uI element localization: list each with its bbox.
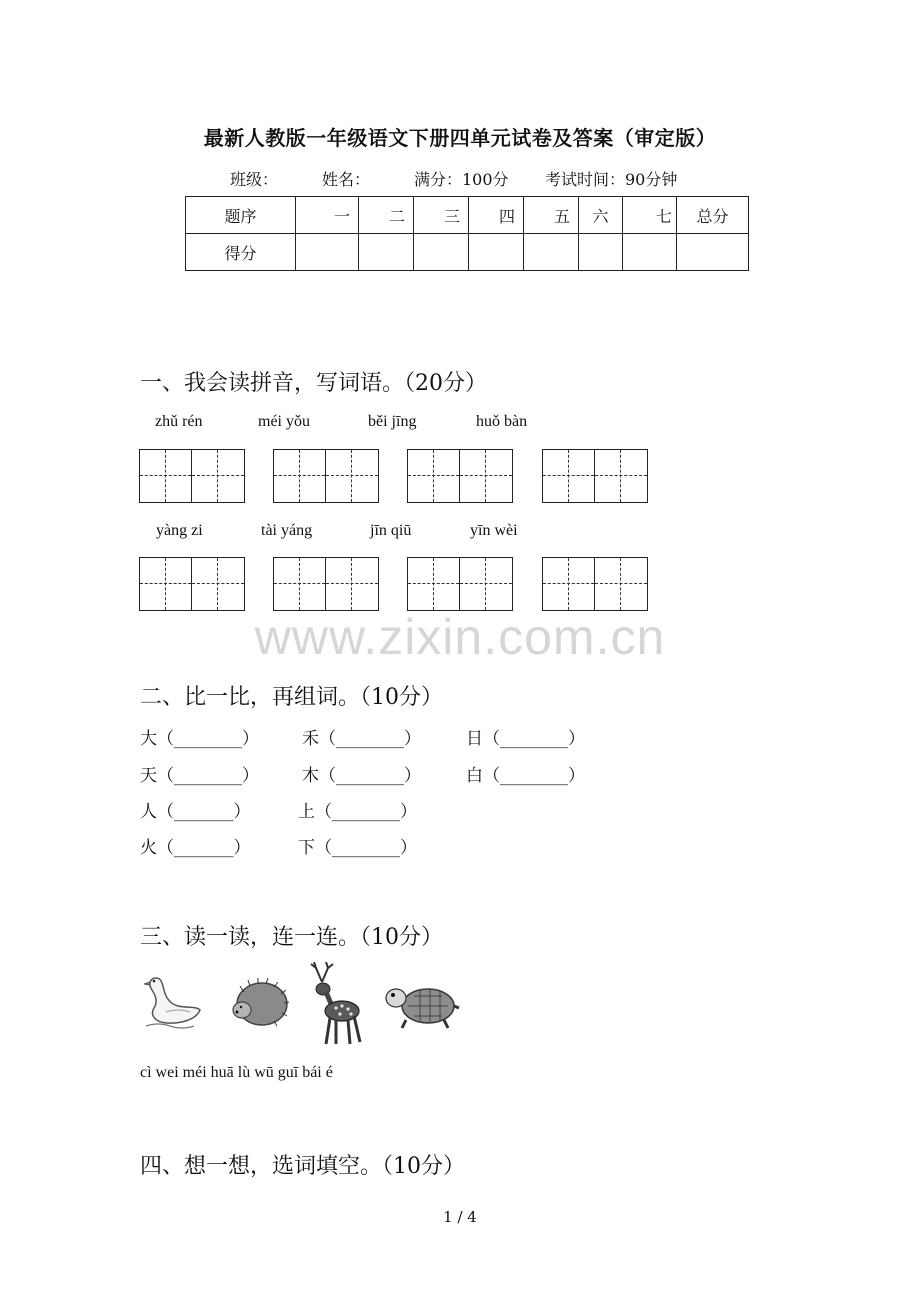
score-cell[interactable] bbox=[623, 234, 677, 271]
class-label: 班级： bbox=[230, 170, 279, 189]
tianzige-box[interactable] bbox=[542, 449, 648, 503]
compare-item: 上（________） bbox=[298, 802, 417, 822]
score-cell[interactable] bbox=[579, 234, 623, 271]
tianzige-box[interactable] bbox=[139, 557, 245, 611]
section3-heading: 三、读一读，连一连。（10分） bbox=[140, 925, 443, 950]
turtle-image bbox=[384, 982, 460, 1030]
tianzige-cell[interactable] bbox=[326, 558, 378, 610]
score-cell[interactable] bbox=[677, 234, 749, 271]
score-header-cell: 二 bbox=[359, 197, 414, 234]
tianzige-cell[interactable] bbox=[140, 558, 192, 610]
pinyin-options: cì wei méi huā lù wū guī bái é bbox=[140, 1064, 333, 1081]
tianzige-cell[interactable] bbox=[140, 450, 192, 502]
score-table-header-row bbox=[186, 197, 749, 234]
hedgehog-image bbox=[230, 976, 290, 1030]
tianzige-cell[interactable] bbox=[408, 450, 460, 502]
pinyin-label: yīn wèi bbox=[470, 522, 518, 539]
score-table bbox=[185, 196, 749, 271]
tianzige-box[interactable] bbox=[407, 449, 513, 503]
score-header-cell: 四 bbox=[469, 197, 524, 234]
tianzige-box[interactable] bbox=[273, 557, 379, 611]
pinyin-label: huǒ bàn bbox=[476, 413, 528, 430]
score-table-score-row bbox=[186, 234, 749, 271]
score-header-cell: 一 bbox=[296, 197, 359, 234]
section1-heading: 一、我会读拼音，写词语。（20分） bbox=[140, 371, 487, 396]
tianzige-cell[interactable] bbox=[460, 450, 512, 502]
compare-item: 天（________） bbox=[140, 766, 259, 786]
score-header-cell: 题序 bbox=[186, 197, 296, 234]
pinyin-label: tài yáng bbox=[261, 522, 313, 539]
score-header-cell: 五 bbox=[524, 197, 579, 234]
pinyin-label: méi yǒu bbox=[258, 413, 310, 430]
name-label: 姓名： bbox=[322, 170, 371, 189]
tianzige-cell[interactable] bbox=[595, 450, 647, 502]
tianzige-cell[interactable] bbox=[192, 558, 244, 610]
score-cell[interactable] bbox=[296, 234, 359, 271]
score-header-cell: 三 bbox=[414, 197, 469, 234]
page-number: 1 / 4 bbox=[443, 1208, 477, 1226]
compare-item: 白（________） bbox=[466, 766, 585, 786]
compare-item: 大（________） bbox=[140, 729, 259, 749]
tianzige-cell[interactable] bbox=[460, 558, 512, 610]
score-row-label: 得分 bbox=[186, 234, 296, 271]
tianzige-box[interactable] bbox=[407, 557, 513, 611]
compare-item: 禾（________） bbox=[302, 729, 421, 749]
tianzige-cell[interactable] bbox=[326, 450, 378, 502]
score-header-cell: 七 bbox=[623, 197, 677, 234]
swan-image bbox=[142, 968, 204, 1032]
score-header-cell: 总分 bbox=[677, 197, 749, 234]
tianzige-cell[interactable] bbox=[274, 450, 326, 502]
score-cell[interactable] bbox=[414, 234, 469, 271]
compare-item: 木（________） bbox=[302, 766, 421, 786]
compare-item: 人（_______） bbox=[140, 802, 251, 822]
tianzige-box[interactable] bbox=[542, 557, 648, 611]
section2-heading: 二、比一比，再组词。（10分） bbox=[140, 685, 443, 710]
tianzige-cell[interactable] bbox=[543, 558, 595, 610]
tianzige-cell[interactable] bbox=[543, 450, 595, 502]
section4-heading: 四、想一想，选词填空。（10分） bbox=[140, 1154, 465, 1179]
tianzige-cell[interactable] bbox=[274, 558, 326, 610]
pinyin-label: jīn qiū bbox=[370, 522, 412, 539]
compare-item: 日（________） bbox=[466, 729, 585, 749]
pinyin-label: zhǔ rén bbox=[155, 413, 203, 430]
page-title: 最新人教版一年级语文下册四单元试卷及答案（审定版） bbox=[203, 126, 717, 150]
deer-image bbox=[306, 962, 364, 1048]
tianzige-cell[interactable] bbox=[595, 558, 647, 610]
score-cell[interactable] bbox=[359, 234, 414, 271]
tianzige-box[interactable] bbox=[139, 449, 245, 503]
tianzige-cell[interactable] bbox=[192, 450, 244, 502]
compare-item: 火（_______） bbox=[140, 838, 251, 858]
full-score-label: 满分：100分 bbox=[414, 170, 509, 189]
tianzige-cell[interactable] bbox=[408, 558, 460, 610]
score-header-cell: 六 bbox=[579, 197, 623, 234]
pinyin-label: yàng zi bbox=[156, 522, 203, 539]
exam-time-label: 考试时间：90分钟 bbox=[545, 170, 678, 189]
score-cell[interactable] bbox=[469, 234, 524, 271]
compare-item: 下（________） bbox=[298, 838, 417, 858]
pinyin-label: běi jīng bbox=[368, 413, 417, 430]
score-cell[interactable] bbox=[524, 234, 579, 271]
watermark: www.zixin.com.cn bbox=[254, 609, 666, 665]
tianzige-box[interactable] bbox=[273, 449, 379, 503]
